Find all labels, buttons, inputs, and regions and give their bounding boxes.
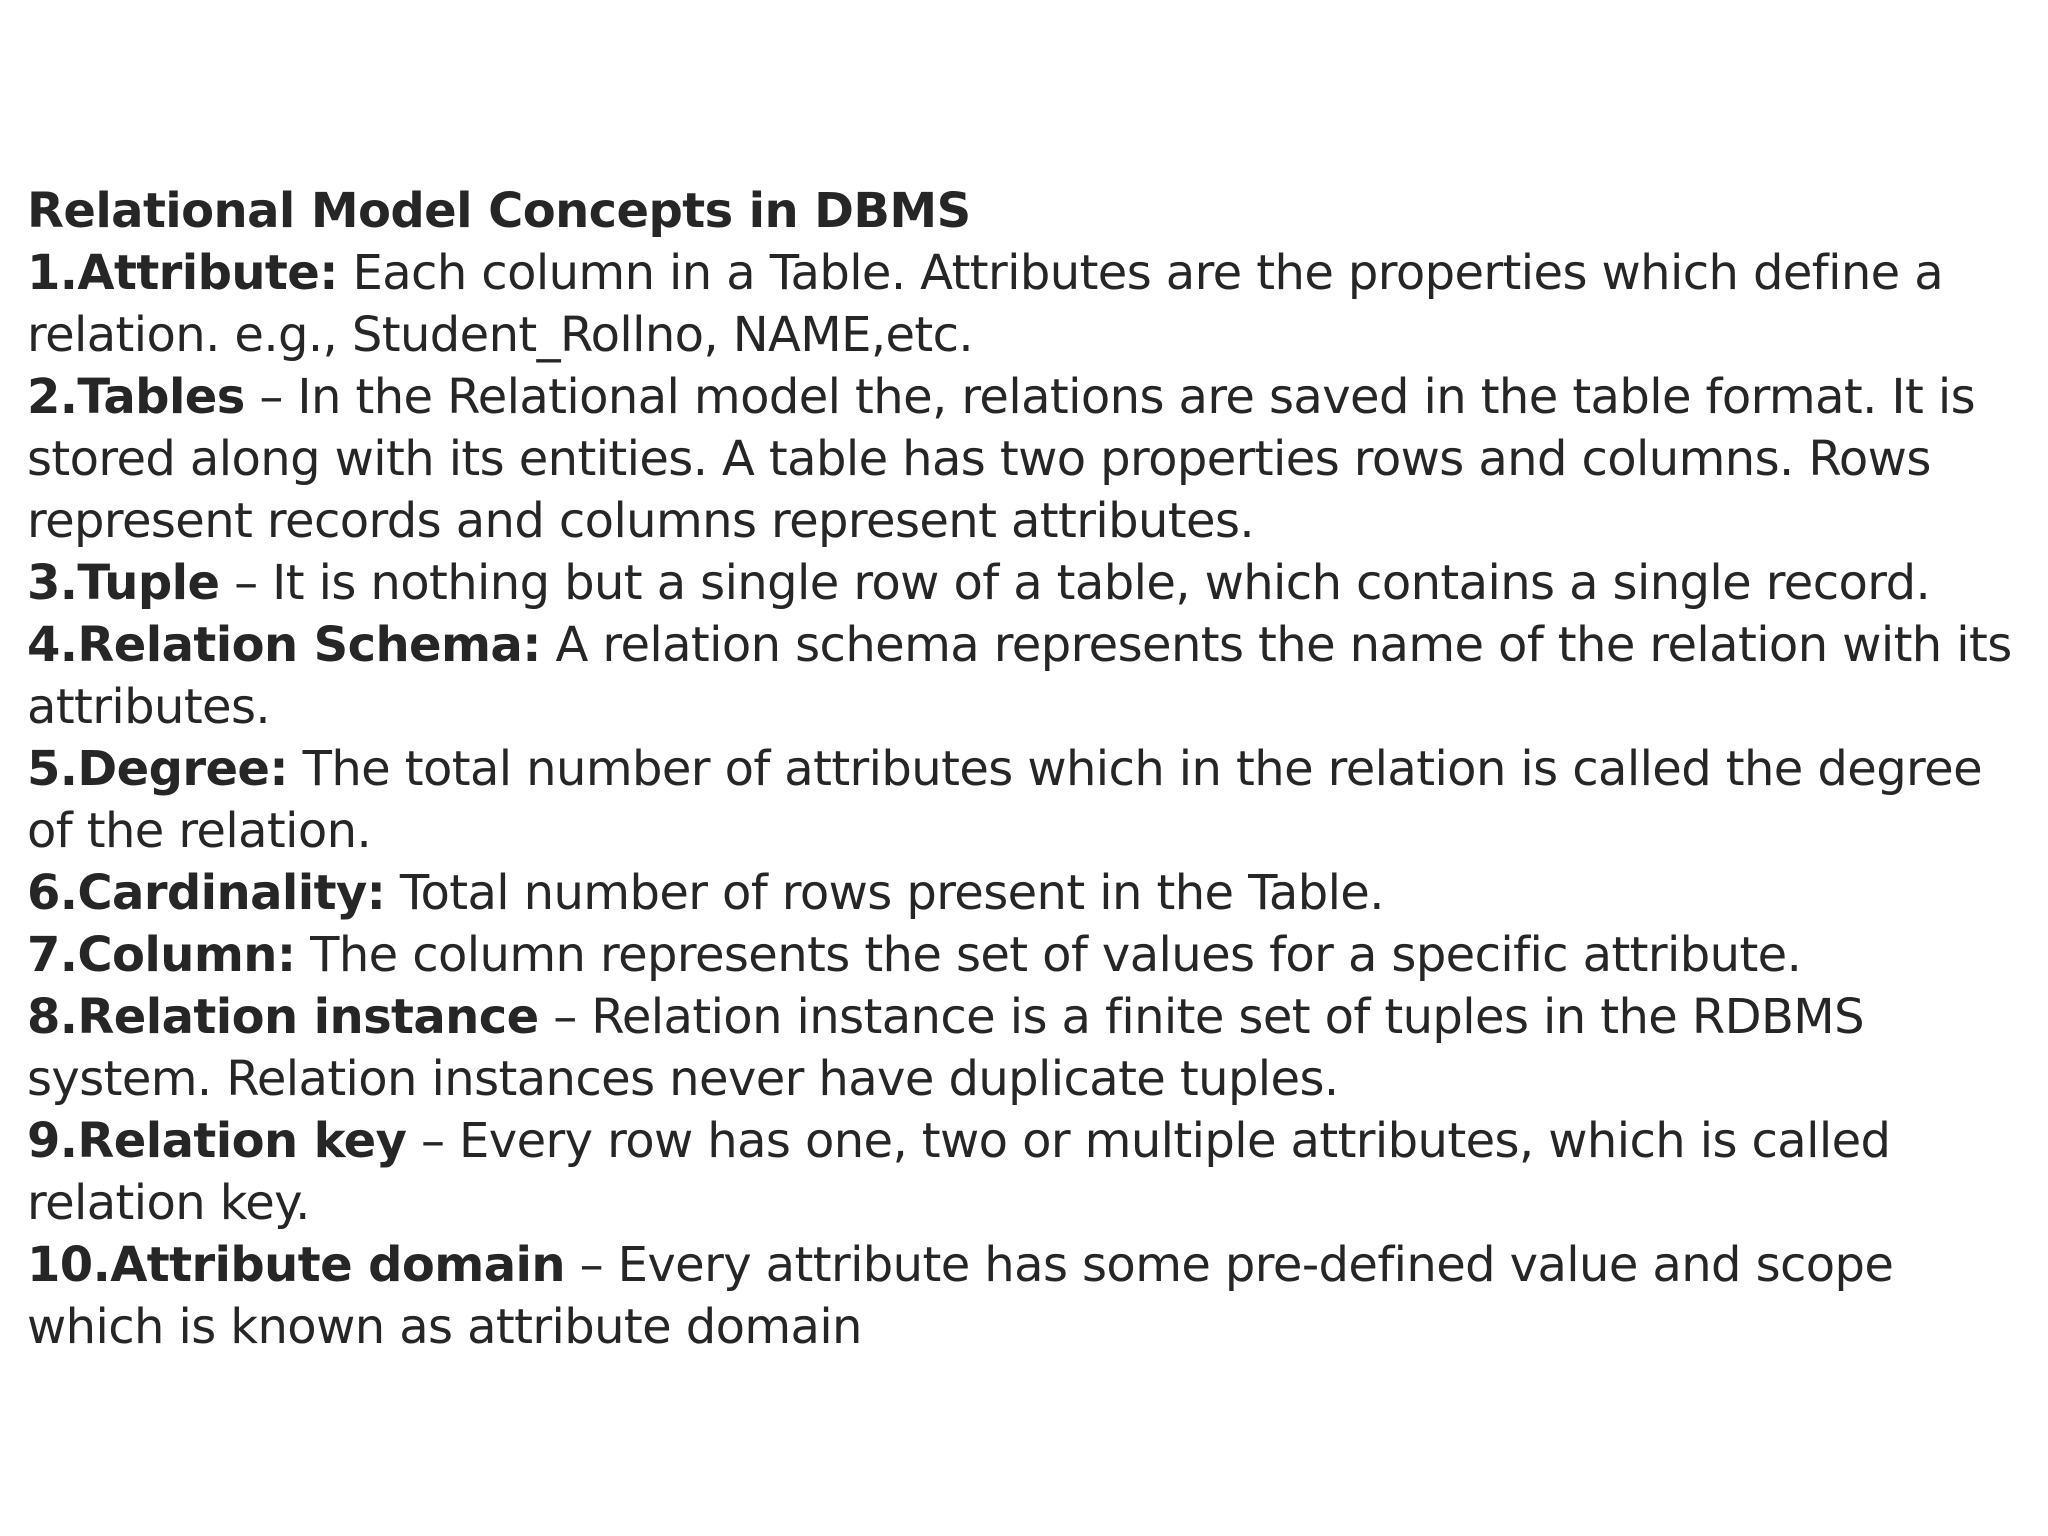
definition-text: which is known as attribute domain	[27, 1299, 862, 1355]
list-item-continuation	[27, 1296, 2027, 1358]
list-item-degree	[27, 738, 2027, 800]
definition-text: attributes.	[27, 679, 271, 735]
term-label: 5.Degree:	[27, 741, 288, 797]
definition-text: Total number of rows present in the Table.	[385, 865, 1384, 921]
list-item-continuation	[27, 1048, 2027, 1110]
definition-text: Each column in a Table. Attributes are the properties which define a	[337, 245, 1944, 301]
term-label: 9.Relation key	[27, 1113, 407, 1169]
list-item-continuation	[27, 1172, 2027, 1234]
definition-text: – In the Relational model the, relations are saved in the table format. It is	[244, 369, 1975, 425]
slide-content	[27, 180, 2027, 1358]
list-item-tuple	[27, 552, 2027, 614]
term-label: 1.Attribute:	[27, 245, 338, 301]
term-label: 10.Attribute domain	[27, 1237, 565, 1293]
term-label: 4.Relation Schema:	[27, 617, 541, 673]
term-label: 2.Tables	[27, 369, 245, 425]
list-item-attribute	[27, 242, 2027, 304]
definition-text: – It is nothing but a single row of a table, which contains a single record.	[219, 555, 1931, 611]
definition-text: – Relation instance is a finite set of tuples in the RDBMS	[538, 989, 1864, 1045]
list-item-column	[27, 924, 2027, 986]
list-item-attribute-domain	[27, 1234, 2027, 1296]
term-label: 7.Column:	[27, 927, 296, 983]
list-item-continuation	[27, 304, 2027, 366]
definition-text: – Every row has one, two or multiple attributes, which is called	[406, 1113, 1891, 1169]
definition-text: The column represents the set of values for a specific attribute.	[295, 927, 1802, 983]
definition-text: system. Relation instances never have duplicate tuples.	[27, 1051, 1339, 1107]
list-item-continuation	[27, 428, 2027, 490]
definition-text: relation. e.g., Student_Rollno, NAME,etc.	[27, 307, 974, 363]
list-item-relation-key	[27, 1110, 2027, 1172]
definition-text: stored along with its entities. A table has two properties rows and columns. Rows	[27, 431, 1931, 487]
list-item-cardinality	[27, 862, 2027, 924]
list-item-tables	[27, 366, 2027, 428]
term-label: 3.Tuple	[27, 555, 220, 611]
list-item-relation-schema	[27, 614, 2027, 676]
definition-text: relation key.	[27, 1175, 310, 1231]
list-item-relation-instance	[27, 986, 2027, 1048]
definition-text: A relation schema represents the name of the relation with its	[540, 617, 2012, 673]
page-title: Relational Model Concepts in DBMS	[27, 183, 971, 239]
definition-text: – Every attribute has some pre-defined value and scope	[564, 1237, 1894, 1293]
definition-text: represent records and columns represent attributes.	[27, 493, 1255, 549]
term-label: 8.Relation instance	[27, 989, 539, 1045]
list-item-continuation	[27, 800, 2027, 862]
definition-text: of the relation.	[27, 803, 372, 859]
term-label: 6.Cardinality:	[27, 865, 386, 921]
list-item-continuation	[27, 490, 2027, 552]
list-item-continuation	[27, 676, 2027, 738]
definition-text: The total number of attributes which in the relation is called the degree	[287, 741, 1982, 797]
